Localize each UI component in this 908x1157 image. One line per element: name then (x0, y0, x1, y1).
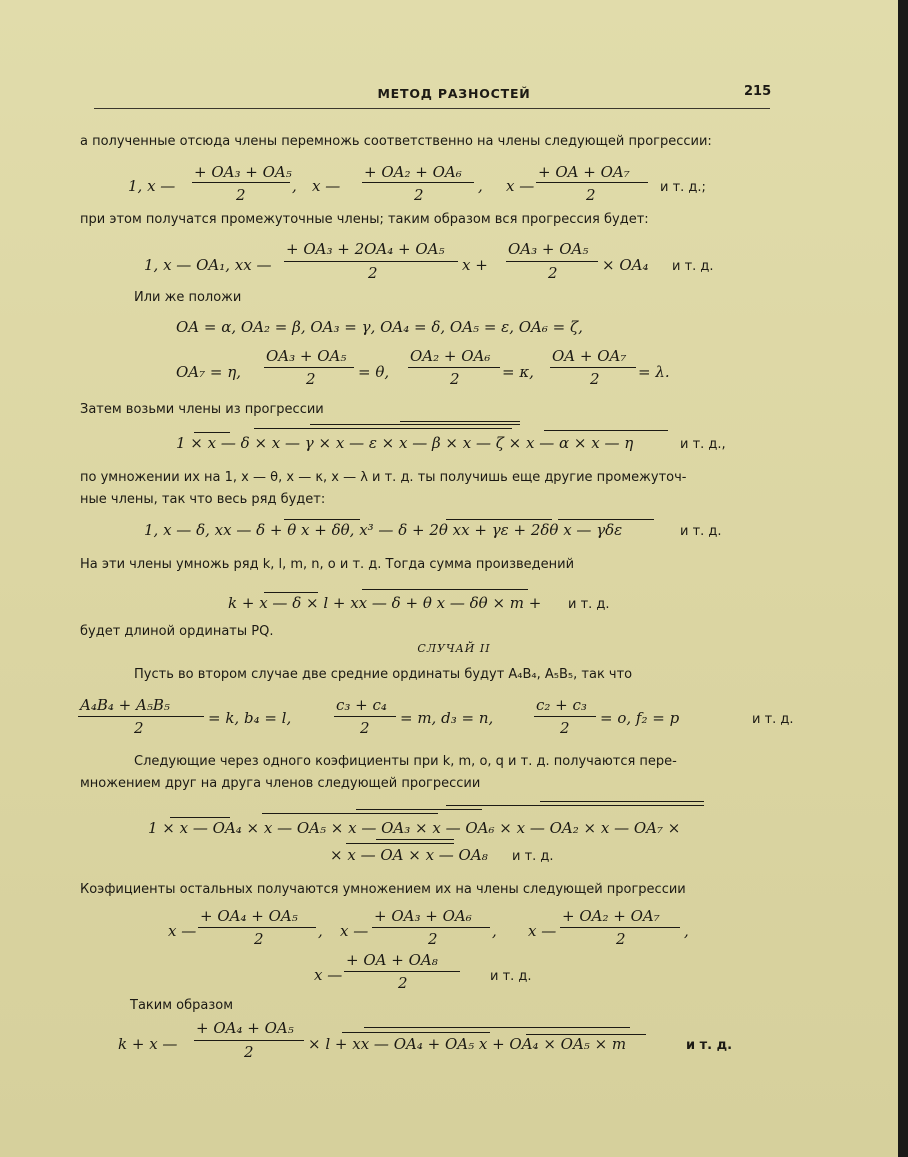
paragraph-intro: а полученные отсюда члены перемножь соответственно на члены следующей прогрессии: (80, 134, 712, 149)
paragraph-after-multiply: по умножении их на 1, x — θ, x — κ, x — λ и т. д. ты получишь еще другие промежуточ- (80, 470, 687, 485)
paragraph-intermediate: при этом получатся промежуточные члены; таким образом вся прогрессия будет: (80, 212, 649, 227)
section-caption: СЛУЧАЙ II (417, 642, 491, 655)
paragraph-multiply-row: На эти члены умножь ряд k, l, m, n, o и т. д. Тогда сумма произведений (80, 557, 575, 572)
book-page: МЕТОД РАЗНОСТЕЙ 215 а полученные отсюда члены перемножь соответственно на члены следующей прогрессии: 1, x — + OA₃ + OA₅ 2 , x — + OA₂ + OA₆ 2 , x — + OA + OA₇ 2 и т. д.; при этом получатся промежуточные члены; таким образом вся прогрессия будет: 1, x — OA₁, xx — + OA₃ + 2OA₄ + OA₅ 2 x + OA₃ + OA₅ 2 × OA₄ и т. д. Или же положи OA = α, OA₂ = β, OA₃ = γ, OA₄ = δ, OA₅ = ε, OA₆ = ζ, OA₇ = η, OA₃ + OA₅ 2 = θ, OA₂ + OA₆ 2 = κ, OA + OA₇ 2 = λ. Затем возьми члены из прогрессии 1 × x — δ × x — γ × x — ε × x — β × x — ζ × x — α × x — η и т. д., по умножении их на 1, x — θ, x — κ, x — λ и т. д. ты получишь еще другие промежуточ- ные члены, так что весь ряд будет: 1, x — δ, xx — δ + θ x + δθ, x³ — δ + 2θ xx + γε + 2δθ x — γδε и т. д. На эти члены умножь ряд k, l, m, n, o и т. д. Тогда сумма произведений k + x — δ × l + xx — δ + θ x — δθ × m + и т. д. будет длиной ординаты PQ. СЛУЧАЙ II Пусть во втором случае две средние ординаты будут A₄B₄, A₅B₅, так что A₄B₄ + A₅B₅ 2 = k, b₄ = l, c₃ + c₄ 2 = m, d₃ = n, c₂ + c₃ 2 = o, f₂ = p и т. д. Следующие через одного коэфициенты при k, m, o, q и т. д. получаются пере- множением друг на друга членов следующей прогрессии 1 × x — OA₄ × x — OA₅ × x — OA₃ × x — OA₆ × x — OA₂ × x — OA₇ × × x — OA × x — OA₈ и т. д. Коэфициенты остальных получаются умножением их на члены следующей прогрессии x — + OA₄ + OA₅ 2 , x — + OA₃ + OA₆ 2 , x — + OA₂ + OA₇ 2 , x — + OA + OA₈ 2 и т. д. Таким образом k + x — + OA₄ + OA₅ 2 × l + xx — OA₄ + OA₅ x + OA₄ × OA₅ × m и т. д. (0, 0, 908, 1157)
paragraph-alternate-coefficients: Следующие через одного коэфициенты при k, m, o, q и т. д. получаются пере- (134, 754, 677, 769)
paragraph-alternate-coefficients-cont: множением друг на друга членов следующей прогрессии (80, 776, 481, 791)
paragraph-remaining-coefficients: Коэфициенты остальных получаются умножением их на члены следующей прогрессии (80, 882, 686, 897)
paragraph-ordinate: будет длиной ординаты PQ. (80, 624, 274, 639)
paragraph-after-multiply-cont: ные члены, так что весь ряд будет: (80, 492, 326, 507)
book-spine-edge (898, 0, 908, 1157)
paragraph-or-set: Или же положи (134, 290, 242, 305)
page-number: 215 (744, 84, 772, 99)
paragraph-thus: Таким образом (130, 998, 234, 1013)
paragraph-case-two: Пусть во втором случае две средние ординаты будут A₄B₄, A₅B₅, так что (134, 667, 633, 682)
running-header: МЕТОД РАЗНОСТЕЙ (377, 86, 531, 101)
header-rule (94, 108, 770, 109)
paragraph-take-terms: Затем возьми члены из прогрессии (80, 402, 324, 417)
